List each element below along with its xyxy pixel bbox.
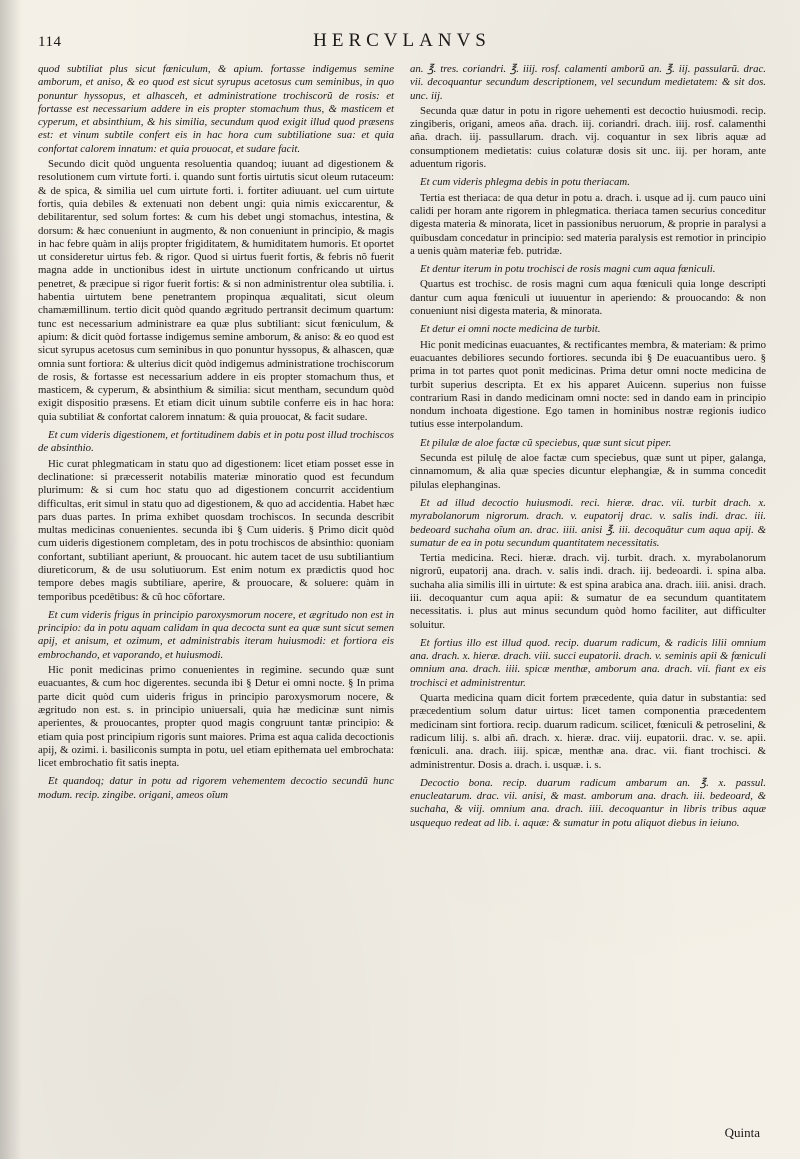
- left-column: [38, 58, 394, 832]
- paragraph: Secundo dicit quòd unguenta resoluentia quandoq; iuuant ad digestionem & resolutionem cum virtute forti. i. quando sunt fortis uirtutis sicut oleum rutaceum: & de spica, & similia uel cum uirtute forti. i. fortiter adiuuant. uel cum uirtute fortis, quia debiles & extenuati non debent ungi: quia nimis exiccarentur, & debilitarentur, sed solum fortes: & cum his debet ungi stomachus, intestina, & dorsum: & hæc conueniunt in augmento, & non conueniunt in principio, & magis in hac febre quàm in alijs propter frigiditatem, & humiditatem humoris. Et oportet ut consideretur uirtus feb. & rigor. Quod si uirtus fuerit fortis, & febris nõ fuerit magna adde in unctionibus idest in uirtute unctionum confricando ut uirtus penetret, & præcipue si rigor fuerit fortis: & si non administrentur olea subtilia. i. habentia uirtutem bene penetrantem propinqua æqualitati, sicut oleum chamæmillinum. tertio dicit quòd quando ægritudo pertransit decimum quartum: tunc est necessarium administrare ea quæ plus subtiliant: sicut fœniculum, & apium: & dicit quòd fortasse indigemus semine amborum, & aniso: & eo quod est sicut syrupus acetosus cum seminibus in quo ponuntur hyssopus, & alhascen, quæ omnia sunt fortiora: & ulterius dicit quòd indigemus administratione trochiscorum de rosis, & fortasse est necessarium addere in eis propter stomachum thus, et masticem, & cyperum, & absinthium & similia: sicut mentham, secundum quòd exigit dispositio præsens. Et etiam dicit uinum subtile conferre eis in hac hora: quia subtiliat & confortat calorem innatum: & quia prouocat, & facit sudare.: [38, 158, 394, 423]
- paragraph: an. ℥. tres. coriandri. ℥. iiij. rosf. calamenti amborũ an. ℥. iij. passularũ. drac. vii. decoquantur secundum descriptionem, vel secundum medietatem: & sit dos. unc. iij.: [410, 63, 766, 102]
- paragraph: Et ad illud decoctio huiusmodi. reci. hieræ. drac. vii. turbit drach. x. myrabolanorum nigrorum. drach. v. eupatorij drac. v. salis indi. drac. iii. bedeoard suchaha oĩum an. drac. iiii. anisi ℥. iii. decoquãtur cum aqua apij. & sumatur de ea in potu secundum quantitatem necessitatis.: [410, 496, 766, 549]
- paragraph: Tertia est theriaca: de qua detur in potu a. drach. i. usque ad ij. cum pauco uini calidi per horam ante rigorem in phlegmatica. theriaca tamen securius conceditur digesta materia & minorata, licet in passionibus neruorum, & proprie in paralysi a quibusdam concedatur in principio: sed materia paralysis est remotior in principio a uenis quàm materiæ feb. putridæ.: [410, 191, 766, 257]
- catchword: Quinta: [724, 1125, 760, 1140]
- paragraph: Et cum videris digestionem, et fortitudinem dabis et in potu post illud trochiscos de absinthio.: [38, 429, 394, 455]
- page-number: 114: [38, 34, 62, 50]
- paragraph: Hic ponit medicinas euacuantes, & rectificantes membra, & materiam: & primo euacuantes debiliores secundo fortiores. secunda ibi § De euacuantibus uero. § prima in tot partes quot ponit medicinas. Prima detur omni nocte medicina de turbit superius descripta. Et ex his apparet Auicenn. superius non fuisse contrarium Rasi in dando medicinam omni nocte: sed in dando eam in principio nondum inchoata digestione. Ego tamen in hominibus nostræ regionis iudico tutius esse interpolandum.: [410, 338, 766, 431]
- paragraph: Et detur ei omni nocte medicina de turbit.: [420, 323, 601, 336]
- paragraph: Hic curat phlegmaticam in statu quo ad digestionem: licet etiam posset esse in declinatione: si præcesserit notabilis materiæ minoratio quod est fecundum plurimum: & si cum hoc statu quo ad digestionem concurrit accidentium difficultas, erit simul in statu quo ad digestionem, & quo ad accidentia. Habet hæc pars duas partes. In prima exhibet quosdam trochiscos. In secunda describit multas medicinas conuenientes. secunda ibi § Cum uideris. § Primo dicit quòd cum uideris digestionem completam, des in potu trochiscos de absinthio: quoniam confortant, subtiliant aperiunt, & prouocant. hic autem tacet de usu subtiliantium diureticorum, & de usu solutiuorum. Est enim notum ex prædictis quod hoc tempore debes magis subtiliare, aperire, & prouocare, & soluere: quàm in temporibus pcedētibus: & cũ hoc cõfortare.: [38, 457, 394, 603]
- page-edge-shadow: [0, 0, 22, 1159]
- paragraph: Secunda est pilulę de aloe factæ cum speciebus, quæ sunt ut piper, galanga, cinnamomum, & alia quæ species dicuntur elephangiæ, & in summa concedit pilulas elephanginas.: [410, 452, 766, 491]
- paragraph: Hic ponit medicinas primo conuenientes in regimine. secundo quæ sunt euacuantes, & cum hoc digerentes. secunda ibi § Detur ei omni nocte. § In prima parte dicit quòd cum uideris frigus in principio paroxysmorum nocere, & ægritudo non est. s. in principio uniuersali, quia hæ medicinæ sunt nimis aperientes, & prouocantes, propter quod magis congruunt tantæ principio: & etiam quia post principium rigoris sunt maiores. Prima est aqua calida decoctionis apij, & ozimi. i. basiliconis sumpta in potu, uel etiam epithemata uel embrochata: licet embrochatio fit satis inepta.: [38, 664, 394, 770]
- right-column: [410, 58, 766, 832]
- paragraph: Et fortius illo est illud quod. recip. duarum radicum, & radicis lilii omnium ana. drach. x. hieræ. drach. viii. succi eupatorii. drach. v. seminis apii & fœniculi omnium ana. drach. iiii. spicæ menthæ, amborum ana. drach. vii. fiant ex eis trochisci et administrentur.: [410, 636, 766, 689]
- paragraph: quod subtiliat plus sicut fœniculum, & apium. fortasse indigemus semine amborum, et aniso, & eo quod est sicut syrupus acetosus cum seminibus, in quo ponuntur hyssopus, et alhasceh, et administratione trochiscorũ de rosis: et fortasse est necessarium addere in eis propter stomachum thus, & masticem et cyperum, et absinthium, & his similia, secundum quod exigit illud quod præsens est: et vinum subtile confert eis in hac hora cum subtiliatione sua: et quia confortat calorem innatum: et quia prouocat, et sudare facit.: [38, 63, 394, 155]
- page-header: [38, 30, 766, 56]
- paragraph: Decoctio bona. recip. duarum radicum ambarum an. ℥. x. passul. enucleatarum. drac. vii. anisi, & mast. amborum ana. drach. iii. bedeoard, & suchaha, & viij. omnium ana. drach. iiii. decoquantur in libris tribus aquæ usquequo redeat ad lib. i. aquæ: & sumatur in potu aliquot diebus in ieiuno.: [410, 776, 766, 829]
- paragraph: Et quandoq; datur in potu ad rigorem vehementem decoctio secundũ hunc modum. recip. zingibe. origani, ameos oĩum: [38, 775, 394, 801]
- running-head: HERCVLANVS: [313, 30, 491, 51]
- paragraph: Secunda quæ datur in potu in rigore uehementi est decoctio huiusmodi. recip. zingiberis, origani, ameos aña. drach. iij. coriandri. drach. iiij. rosf. calamenthi aña. drach. iij. passullarum. drach. vij. coquantur in sex libris aquæ ad consumptionem medietatis: cuius colaturæ dosis sit unc. iij. per horam, ante aduentum rigoris.: [410, 104, 766, 171]
- paragraph: Et cum videris frigus in principio paroxysmorum nocere, et ægritudo non est in principio: da in potu aquam calidam in qua decocta sunt ea quæ sunt sicut semen apij, et anisum, et ozimum, et administrabis iteram huiusmodi: et fortiora eis embrochando, et vaporando, et huiusmodi.: [38, 608, 394, 661]
- paragraph: Et dentur iterum in potu trochisci de rosis magni cum aqua fœniculi.: [420, 263, 716, 276]
- paragraph: Tertia medicina. Reci. hieræ. drach. vij. turbit. drach. x. myrabolanorum nigrorũ, eupatorij ana. drach. v. salis indi. drach. iij. bedeoardi. i. spina alba. suchaha alia similis illi in uirtute: & est spina arabica ana. drach. iiii. anisi. drach. iii. decoquantur cum aqua apii: & sumatur de ea secundum quantitatem necessitatis. i. plus aut minus secundum quòd homo faciliter, aut difficulter soluitur.: [410, 552, 766, 631]
- paragraph: Et cum videris phlegma debis in potu theriacam.: [420, 176, 630, 189]
- paragraph: Et pilulæ de aloe factæ cũ speciebus, quæ sunt sicut piper.: [420, 436, 672, 449]
- text-columns: [38, 58, 766, 832]
- paragraph: Quarta medicina quam dicit fortem præcedente, quia datur in substantia: sed præcedentium solum datur uirtus: licet tamen componentia præcedentem medicinam sint fortiora. recip. duarum radicum. scilicet, fœniculi & petroselini, & radicum lilij. s. albi añ. drach. x. hieræ. drac. viij. eupatorii. drac. v. se. apii. fœniculi. ana. drach. iiij. spicæ, menthæ ana. drac. vii. fiant trochisci. & administrentur. Dosis a. drach. i. usquæ. i. s.: [410, 692, 766, 771]
- paragraph: Quartus est trochisc. de rosis magni cum aqua fœniculi quia longe descripti dantur cum aqua fœniculi ut iuuuentur in aperiendo: & prouocando: & non conueniunt nisi digesta materia, & minorata.: [410, 278, 766, 318]
